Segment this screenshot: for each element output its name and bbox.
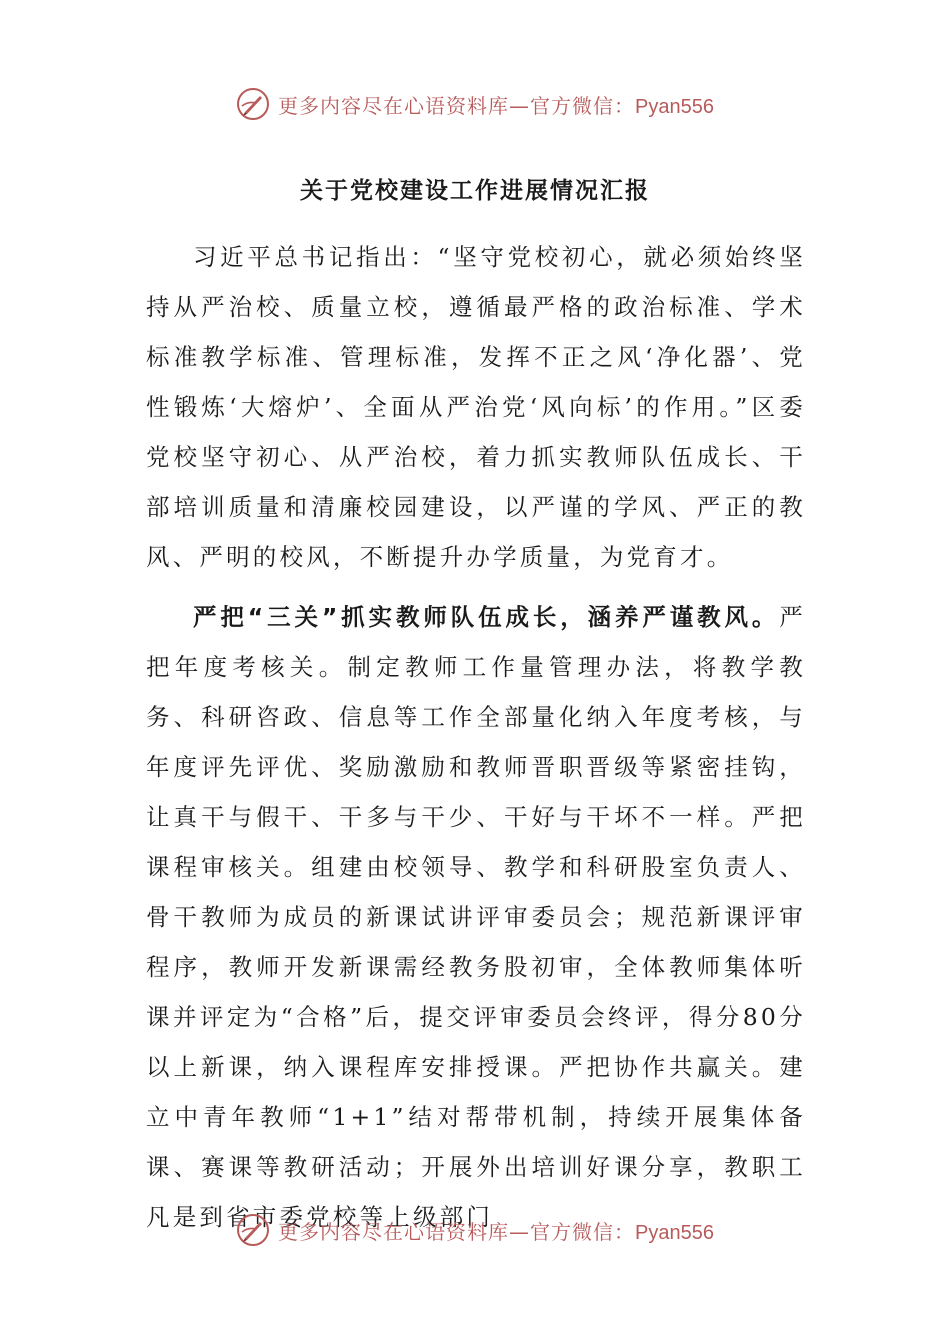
paragraph-teacher-growth — [146, 592, 806, 1242]
watermark-wechat-id: Pyan556 — [635, 1221, 714, 1244]
document-title: 关于党校建设工作进展情况汇报 — [300, 178, 650, 204]
paragraph-intro — [146, 232, 806, 582]
pen-logo-icon — [236, 87, 270, 121]
paragraph-text: 严把年度考核关。制定教师工作量管理办法，将教学教务、科研咨政、信息等工作全部量化纳入年度考核，与年度评先评优、奖励激励和教师晋职晋级等紧密挂钩，让真干与假干、干多与干少、干好与干坏不一样。严把课程审核关。组建由校领导、教学和科研股室负责人、骨干教师为成员的新课试讲评审委员会；规范新课评审程序，教师开发新课需经教务股初审，全体教师集体听课并评定为“合格”后，提交评审委员会终评，得分80分以上新课，纳入课程库安排授课。严把协作共赢关。建立中青年教师“1+1”结对帮带机制，持续开展集体备课、赛课等教研活动；开展外出培训好课分享，教职工凡是到省市委党校等上级部门 — [146, 603, 806, 1231]
watermark-header — [0, 84, 950, 124]
paragraph-text: 习近平总书记指出：“坚守党校初心，就必须始终坚持从严治校、质量立校，遵循最严格的政治标准、学术标准教学标准、管理标准，发挥不正之风‘净化器’、党性锻炼‘大熔炉’、全面从严治党‘风向标’的作用。”区委党校坚守初心、从严治校，着力抓实教师队伍成长、干部培训质量和清廉校园建设，以严谨的学风、严正的教风、严明的校风，不断提升办学质量，为党育才。 — [146, 243, 806, 571]
pen-logo-icon — [236, 1213, 270, 1247]
paragraph-lead: 严把“三关”抓实教师队伍成长，涵养严谨教风。 — [193, 603, 780, 631]
document-body — [146, 232, 806, 1242]
watermark-wechat-id: Pyan556 — [635, 95, 714, 118]
watermark-footer — [0, 1210, 950, 1250]
watermark-text: 更多内容尽在心语资料库—官方微信： — [278, 1219, 636, 1244]
watermark-text: 更多内容尽在心语资料库—官方微信： — [278, 93, 636, 118]
